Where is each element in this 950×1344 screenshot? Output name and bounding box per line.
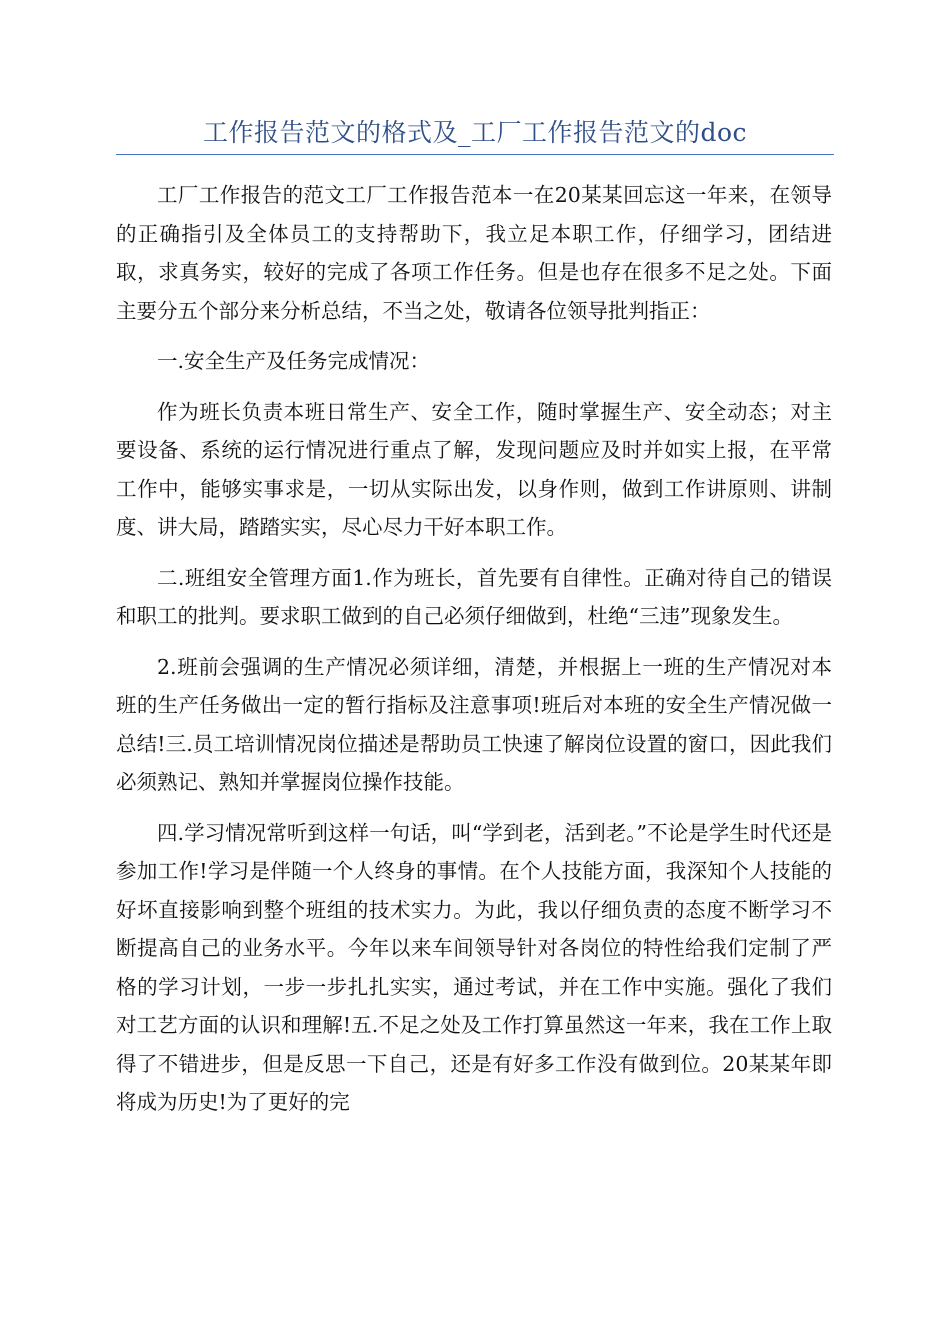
paragraph-intro: 工厂工作报告的范文工厂工作报告范本一在20某某回忘这一年来，在领导的正确指引及全体员工的支持帮助下，我立足本职工作，仔细学习，团结进取，求真务实，较好的完成了各项工作任务。但是也存在很多不足之处。下面主要分五个部分来分析总结，不当之处，敬请各位领导批判指正： (116, 183, 832, 323)
paragraph-section-1-heading: 一.安全生产及任务完成情况： (157, 349, 431, 373)
paragraph-section-2: 二.班组安全管理方面1.作为班长，首先要有自律性。正确对待自己的错误和职工的批判。要求职工做到的自己必须仔细做到，杜绝“三违”现象发生。 (116, 565, 832, 628)
document-title: 工作报告范文的格式及_工厂工作报告范文的doc (202, 118, 748, 147)
paragraph-section-2-item-2: 2.班前会强调的生产情况必须详细，清楚，并根据上一班的生产情况对本班的生产任务做出一定的暂行指标及注意事项!班后对本班的安全生产情况做一总结!三.员工培训情况岗位描述是帮助员工快速了解岗位设置的窗口，因此我们必须熟记、熟知并掌握岗位操作技能。 (116, 654, 832, 794)
paragraph-section-4: 四.学习情况常听到这样一句话，叫“学到老，活到老。”不论是学生时代还是参加工作!学习是伴随一个人终身的事情。在个人技能方面，我深知个人技能的好坏直接影响到整个班组的技术实力。为此，我以仔细负责的态度不断学习不断提高自己的业务水平。今年以来车间领导针对各岗位的特性给我们定制了严格的学习计划，一步一步扎扎实实，通过考试，并在工作中实施。强化了我们对工艺方面的认识和理解!五.不足之处及工作打算虽然这一年来，我在工作上取得了不错进步，但是反思一下自己，还是有好多工作没有做到位。20某某年即将成为历史!为了更好的完 (116, 820, 832, 1114)
title-underline (116, 154, 834, 155)
paragraph-section-1-body: 作为班长负责本班日常生产、安全工作，随时掌握生产、安全动态；对主要设备、系统的运行情况进行重点了解，发现问题应及时并如实上报，在平常工作中，能够实事求是，一切从实际出发，以身作则，做到工作讲原则、讲制度、讲大局，踏踏实实，尽心尽力干好本职工作。 (116, 399, 832, 539)
document-body (116, 176, 832, 1134)
